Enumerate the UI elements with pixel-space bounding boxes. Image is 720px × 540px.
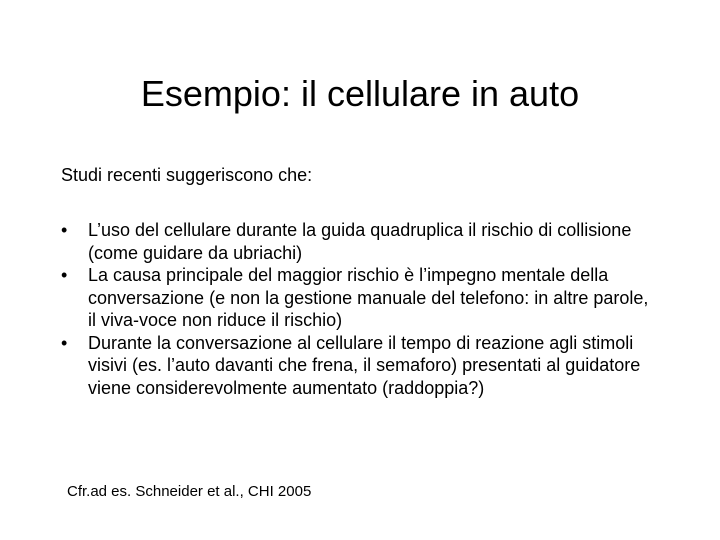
- bullet-list: [61, 219, 661, 399]
- slide-title: Esempio: il cellulare in auto: [140, 73, 580, 114]
- bullet-text: Durante la conversazione al cellulare il tempo di reazione agli stimoli visivi (es. l’auto davanti che frena, il semaforo) presentati al guidatore viene considerevolmente aumentato (raddoppia?): [88, 332, 641, 398]
- bullet-item: [61, 219, 661, 264]
- bullet-icon: •: [61, 265, 68, 285]
- bullet-icon: •: [61, 332, 68, 353]
- bullet-icon: •: [61, 220, 68, 240]
- bullet-item: [61, 332, 661, 400]
- bullet-text: La causa principale del maggior rischio è l’impegno mentale della conversazione (e non la gestione manuale del telefono: in altre parole, il viva-voce non riduce il rischio): [88, 265, 649, 330]
- bullet-item: [61, 264, 661, 332]
- reference-citation: Cfr.ad es. Schneider et al., CHI 2005: [67, 483, 312, 500]
- intro-text: Studi recenti suggeriscono che:: [61, 165, 313, 185]
- bullet-text: L’uso del cellulare durante la guida quadruplica il rischio di collisione (come guidare da ubriachi): [88, 220, 632, 263]
